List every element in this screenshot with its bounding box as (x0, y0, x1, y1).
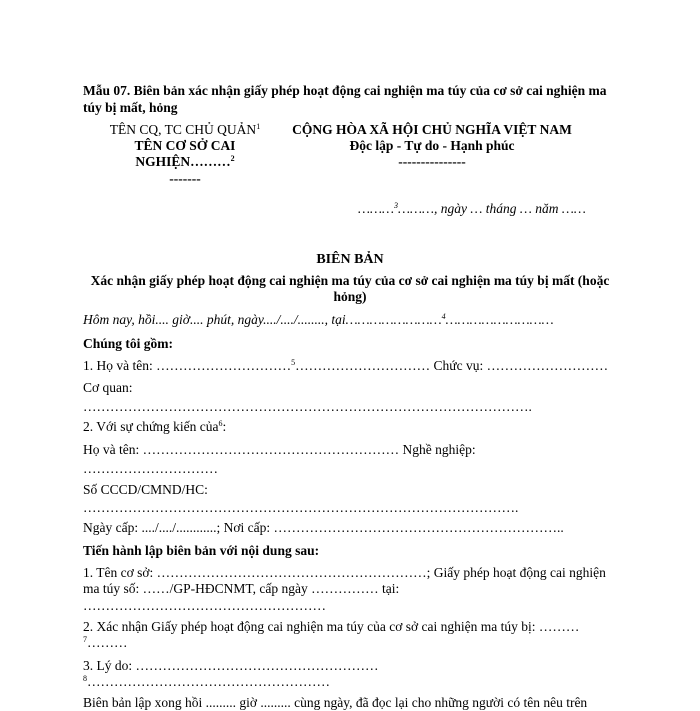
content-2-line-1: 2. Xác nhận Giấy phép hoạt động cai nghiện ma túy của cơ sở cai nghiện ma túy bị: ……… (83, 619, 580, 634)
we-include-heading: Chúng tôi gồm: (83, 336, 174, 351)
content-3-line-2: $^8$……………………………………………… (83, 674, 330, 689)
document-subtitle-line-1: Xác nhận giấy phép hoạt động cai nghiện ma túy của cơ sở cai nghiện ma túy bị mất (hoặc (90, 273, 610, 288)
form-heading-line-2: túy bị mất, hỏng (83, 100, 178, 115)
facility-name-line-2: NGHIỆN………$^2$ (135, 154, 235, 169)
content-heading: Tiến hành lập biên bản với nội dung sau: (83, 543, 320, 558)
item-2-witness-line: 2. Với sự chứng kiến của$^6$: (83, 419, 227, 434)
place-date-line: ………$^3$………, ngày … tháng … năm …… (358, 201, 586, 216)
left-divider: ------- (169, 171, 201, 186)
witness-job-dots: ………………………… (83, 461, 218, 476)
content-3-line-1: 3. Lý do: ……………………………………………… (83, 658, 379, 673)
agency-field-label: Cơ quan: (83, 380, 133, 395)
agency-line: TÊN CQ, TC CHỦ QUẢN$^1$ (109, 122, 261, 137)
witness-name-line: Họ và tên: ………………………………………………… Nghề nghiệp: (83, 442, 476, 457)
national-title: CỘNG HÒA XÃ HỘI CHỦ NGHĨA VIỆT NAM (292, 122, 572, 137)
issue-date-place-line: Ngày cấp: ..../..../............; Nơi cấp: ……………………………………………………….. (83, 520, 564, 535)
item-1-name-line: 1. Họ và tên: …………………………$^5$………………………… Chức vụ: ……………………… (83, 358, 609, 373)
content-1-line-3: ……………………………………………… (83, 598, 326, 613)
content-1-line-2: ma túy số: ……/GP-HĐCNMT, cấp ngày …………… tại: (83, 581, 400, 596)
document-subtitle-line-2: hỏng) (333, 289, 367, 304)
id-number-dots: ……………………………………………………………………………………. (83, 500, 519, 515)
closing-line-partial: Biên bản lập xong hồi ......... giờ ......... cùng ngày, đã đọc lại cho những người có tên nêu trên (83, 695, 588, 710)
national-motto: Độc lập - Tự do - Hạnh phúc (349, 138, 515, 153)
id-number-label: Số CCCD/CMND/HC: (83, 482, 208, 497)
today-line: Hôm nay, hồi.... giờ.... phút, ngày..../..../........, tại……………………$^4$……………………… (83, 312, 554, 327)
form-heading-line-1: Mẫu 07. Biên bản xác nhận giấy phép hoạt động cai nghiện ma túy của cơ sở cai nghiện ma (83, 83, 607, 98)
agency-field-dots: ………………………………………………………………………………………. (83, 399, 532, 414)
content-1-line-1: 1. Tên cơ sở: ……………………………………………………; Giấy phép hoạt động cai nghiện (83, 565, 606, 580)
document-title: BIÊN BẢN (316, 252, 384, 267)
content-2-line-2: $^7$……… (83, 635, 128, 650)
right-divider: --------------- (398, 154, 466, 169)
facility-name-line-1: TÊN CƠ SỞ CAI (134, 138, 236, 153)
